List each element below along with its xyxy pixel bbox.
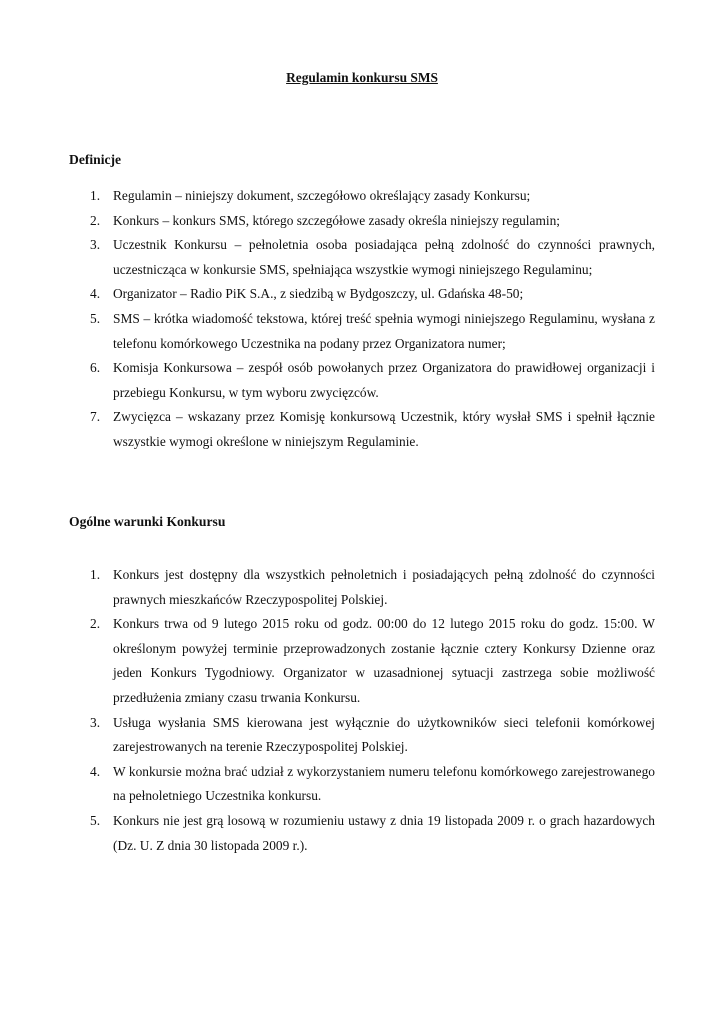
list-item	[0, 809, 655, 858]
list-item-text: SMS – krótka wiadomość tekstowa, której treść spełnia wymogi niniejszego Regulaminu, wysłana z telefonu komórkowego Uczestnika na podany przez Organizatora numer;	[113, 310, 655, 351]
list-item	[0, 760, 655, 809]
list-item-text: Konkurs jest dostępny dla wszystkich pełnoletnich i posiadających pełną zdolność do czynności prawnych mieszkańców Rzeczypospolitej Polskiej.	[113, 567, 655, 607]
general-conditions-list	[0, 563, 655, 858]
list-item	[0, 612, 655, 710]
list-item	[0, 233, 655, 282]
list-item-text: W konkursie można brać udział z wykorzystaniem numeru telefonu komórkowego zarejestrowanego na pełnoletniego Uczestnika konkursu.	[113, 763, 655, 804]
list-item-number: 4.	[90, 286, 101, 302]
list-item-number: 5.	[90, 310, 101, 326]
list-item-number: 7.	[90, 409, 101, 425]
section-heading-general-conditions: Ogólne warunki Konkursu	[69, 514, 226, 529]
list-item	[0, 209, 655, 234]
list-item-number: 3.	[90, 714, 101, 730]
list-item-number: 2.	[90, 616, 101, 632]
list-item	[0, 563, 655, 612]
list-item	[0, 711, 655, 760]
list-item-text: Konkurs trwa od 9 lutego 2015 roku od godz. 00:00 do 12 lutego 2015 roku do godz. 15:00. W określonym powyżej terminie przeprowadzonych zostanie łącznie cztery Konkursy Dzienne oraz jeden Konkurs Tygodniowy. Organizator w uzasadnionej sytuacji zastrzega sobie możliwość przedłużenia zmiany czasu trwania Konkursu.	[113, 616, 655, 705]
list-item-text: Komisja Konkursowa – zespół osób powołanych przez Organizatora do prawidłowej organizacji i przebiegu Konkursu, w tym wyboru zwycięzców.	[113, 360, 655, 400]
list-item-number: 4.	[90, 763, 101, 779]
list-item	[0, 356, 655, 405]
list-item-text: Uczestnik Konkursu – pełnoletnia osoba posiadająca pełną zdolność do czynności prawnych, uczestnicząca w konkursie SMS, spełniająca wszystkie wymogi niniejszego Regulaminu;	[113, 237, 655, 277]
list-item	[0, 405, 655, 454]
list-item-number: 1.	[90, 567, 101, 582]
definitions-list	[0, 184, 655, 455]
list-item-number: 6.	[90, 360, 101, 376]
section-heading-definitions: Definicje	[69, 152, 122, 167]
document-title: Regulamin konkursu SMS	[286, 70, 438, 85]
list-item-text: Konkurs – konkurs SMS, którego szczegółowe zasady określa niniejszy regulamin;	[113, 212, 561, 228]
list-item-text: Regulamin – niniejszy dokument, szczegółowo określający zasady Konkursu;	[113, 188, 531, 203]
list-item	[0, 282, 655, 307]
list-item-text: Zwycięzca – wskazany przez Komisję konkursową Uczestnik, który wysłał SMS i spełnił łącznie wszystkie wymogi określone w niniejszym Regulaminie.	[113, 409, 655, 449]
list-item	[0, 307, 655, 356]
list-item-text: Organizator – Radio PiK S.A., z siedzibą w Bydgoszczy, ul. Gdańska 48-50;	[113, 286, 524, 302]
list-item-number: 1.	[90, 188, 101, 203]
list-item-number: 5.	[90, 812, 101, 828]
list-item-number: 2.	[90, 212, 101, 228]
list-item-number: 3.	[90, 237, 101, 253]
list-item-text: Usługa wysłania SMS kierowana jest wyłącznie do użytkowników sieci telefonii komórkowej zarejestrowanych na terenie Rzeczypospolitej Polskiej.	[113, 714, 655, 755]
list-item-text: Konkurs nie jest grą losową w rozumieniu ustawy z dnia 19 listopada 2009 r. o grach hazardowych (Dz. U. Z dnia 30 listopada 2009 r.).	[113, 812, 655, 853]
list-item	[0, 184, 655, 209]
